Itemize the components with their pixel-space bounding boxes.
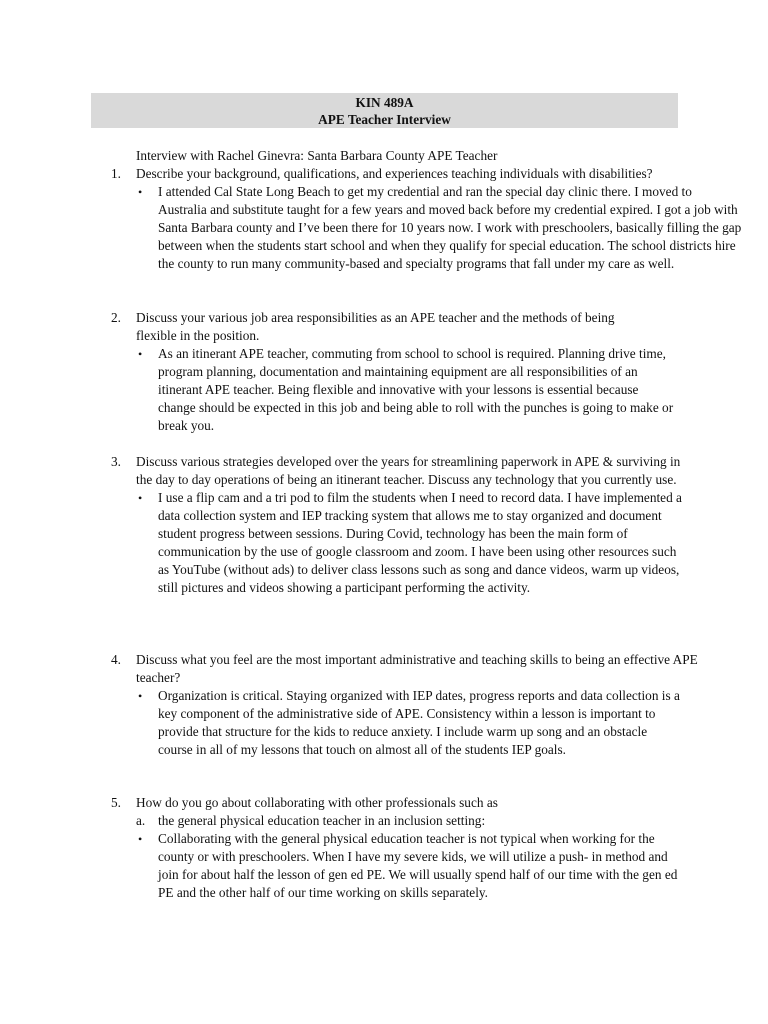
sub-question (136, 812, 741, 830)
bullet-icon: • (138, 832, 143, 846)
sub-question-label: a. (136, 813, 146, 828)
sub-question-text: the general physical education teacher in an inclusion setting: (158, 813, 486, 828)
question-1 (111, 165, 741, 273)
answer-bullet (136, 183, 741, 273)
answer-text: I use a flip cam and a tri pod to film the students when I need to record data. I have implemented a data collection system and IEP tracking system that allows me to stay organized and document student progress between sessions. During Covid, technology has been the main form of communication by the use of google classroom and zoom. I have been using other resources such as YouTube (without ads) to deliver class lessons such as song and dance videos, warm up videos, still pictures and videos showing a participant performing the activity. (158, 490, 682, 595)
answer-bullet (136, 687, 741, 759)
question-text: Describe your background, qualifications, and experiences teaching individuals with disabilities? (136, 166, 653, 181)
answer-text: As an itinerant APE teacher, commuting from school to school is required. Planning drive time, program planning, documentation and maintaining equipment are all responsibilities of an itinerant APE teacher. Being flexible and innovative with your lessons is essential because change should be expected in this job and being able to roll with the punches is going to make or break you. (158, 346, 674, 433)
question-text: How do you go about collaborating with other professionals such as (136, 795, 498, 810)
course-code: KIN 489A (355, 95, 414, 110)
answer-text: I attended Cal State Long Beach to get my credential and ran the special day clinic there. I moved to Australia and substitute taught for a few years and moved back before my credential expired. I got a job with Santa Barbara county and I’ve been there for 10 years now. I work with preschoolers, basically filling the gap between when the students start school and when they qualify for special education. The school districts hire the county to run many community-based and specialty programs that fall under my care as well. (158, 184, 742, 271)
question-5 (111, 794, 741, 902)
question-number: 4. (111, 652, 121, 667)
question-text: Discuss what you feel are the most important administrative and teaching skills to being an effective APE teacher? (136, 652, 698, 685)
question-number: 5. (111, 795, 121, 810)
bullet-icon: • (138, 491, 143, 505)
question-number: 3. (111, 454, 121, 469)
bullet-icon: • (138, 185, 143, 199)
answer-text: Organization is critical. Staying organized with IEP dates, progress reports and data collection is a key component of the administrative side of APE. Consistency within a lesson is important to provide that structure for the kids to reduce anxiety. I include warm up song and an obstacle course in all of my lessons that touch on almost all of the students IEP goals. (158, 688, 680, 757)
question-2 (111, 309, 741, 435)
question-4 (111, 651, 741, 759)
question-text: Discuss your various job area responsibilities as an APE teacher and the methods of being flexible in the position. (136, 310, 615, 343)
answer-text: Collaborating with the general physical education teacher is not typical when working for the county or with preschoolers. When I have my severe kids, we will utilize a push- in method and join for about half the lesson of gen ed PE. We will usually spend half of our time with the gen ed PE and the other half of our time working on skills separately. (158, 831, 678, 900)
document-title: APE Teacher Interview (318, 112, 451, 127)
interview-intro: Interview with Rachel Ginevra: Santa Barbara County APE Teacher (136, 148, 498, 163)
question-number: 1. (111, 166, 121, 181)
header-band (91, 93, 678, 128)
answer-bullet (136, 830, 741, 902)
bullet-icon: • (138, 689, 143, 703)
bullet-icon: • (138, 347, 143, 361)
question-3 (111, 453, 741, 597)
question-number: 2. (111, 310, 121, 325)
question-text: Discuss various strategies developed over the years for streamlining paperwork in APE & surviving in the day to day operations of being an itinerant teacher. Discuss any technology that you currently use. (136, 454, 681, 487)
answer-bullet (136, 489, 741, 597)
answer-bullet (136, 345, 741, 435)
